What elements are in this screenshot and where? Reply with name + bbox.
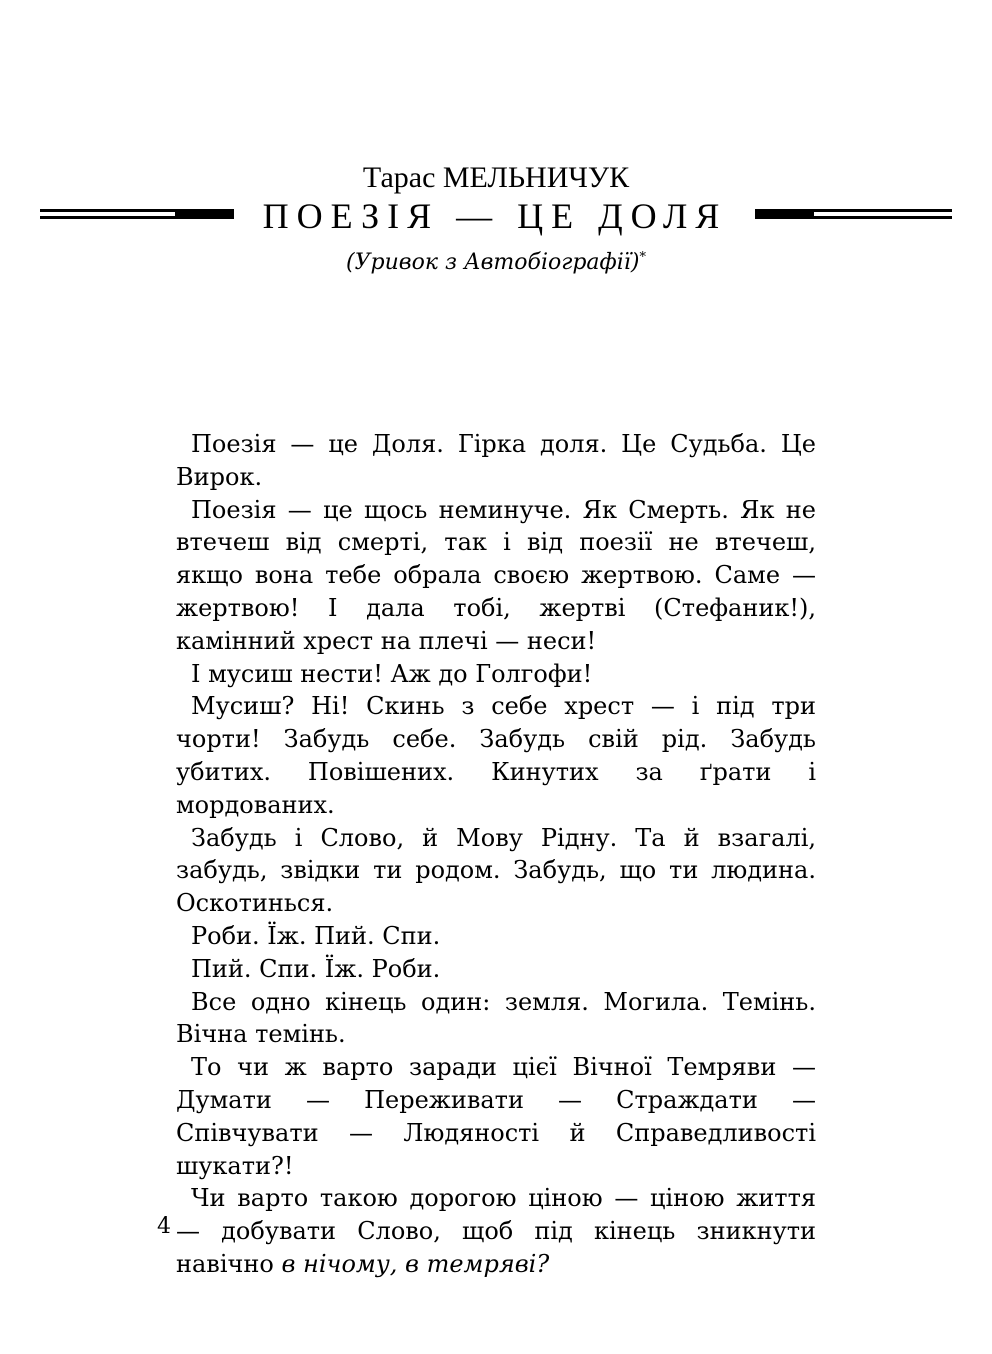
paragraph-last [176, 1182, 816, 1280]
footnote-mark: * [639, 250, 646, 265]
paragraph-last-italic: в нічому, в темряві? [281, 1249, 550, 1278]
paragraph: Забудь і Слово, й Мову Рідну. Та й взагалі, забудь, звідки ти родом. Забудь, що ти людина. Оскотинься. [176, 823, 816, 918]
paragraph: Пий. Спи. Їж. Роби. [191, 954, 441, 983]
page-number: 4 [157, 1214, 171, 1239]
author-name: Тарас МЕЛЬНИЧУК [362, 161, 630, 194]
title-rule-right [755, 209, 952, 221]
paragraph-last-text: Чи варто такою дорогою ціною — ціною життя — добувати Слово, щоб під кінець зникнути навічно [176, 1184, 816, 1278]
page-title: ПОЕЗІЯ — ЦЕ ДОЛЯ [262, 196, 728, 236]
title-rule-left [40, 209, 234, 221]
paragraph: Поезія — це щось неминуче. Як Смерть. Як не втечеш від смерті, так і від поезії не втечеш, якщо вона тебе обрала своєю жертвою. Саме — жертвою! І дала тобі, жертві (Стефаник!), камінний хрест на плечі — неси! [176, 495, 816, 655]
paragraph: То чи ж варто заради цієї Вічної Темряви — Думати — Переживати — Страждати — Співчувати — Людяності й Справедливості шукати?! [176, 1053, 816, 1180]
paragraph: І мусиш нести! Аж до Голгофи! [191, 659, 593, 688]
paragraph: Поезія — це Доля. Гірка доля. Це Судьба. Це Вирок. [176, 430, 816, 491]
paragraph: Роби. Їж. Пий. Спи. [191, 921, 441, 950]
subtitle [0, 241, 992, 280]
subtitle-text: (Уривок з Автобіографії) [346, 250, 640, 275]
paragraph: Все одно кінець один: земля. Могила. Темінь. Вічна темінь. [176, 987, 816, 1049]
body-text [176, 428, 816, 1281]
paragraph: Мусиш? Ні! Скинь з себе хрест — і під три чорти! Забудь себе. Забудь свій рід. Забудь убитих. Повішених. Кинутих за ґрати і мордованих. [176, 692, 816, 819]
